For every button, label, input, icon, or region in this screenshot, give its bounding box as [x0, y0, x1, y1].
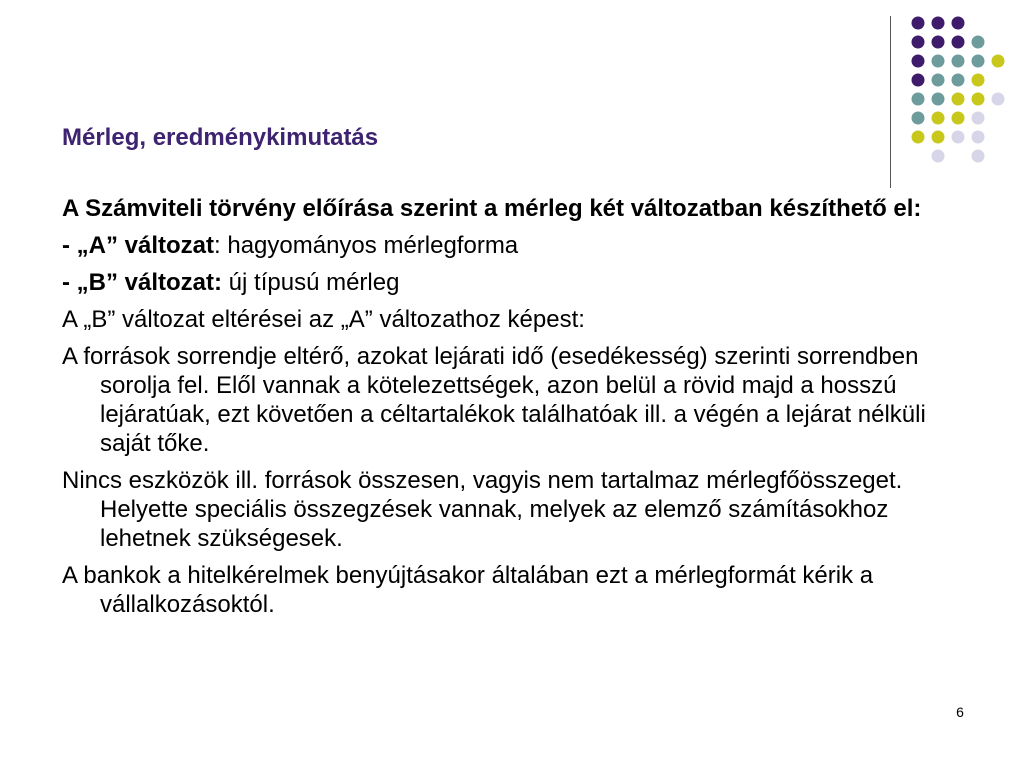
paragraph-3 — [62, 268, 952, 297]
paragraph-5 — [62, 342, 952, 458]
decorative-dot — [972, 36, 985, 49]
decorative-dot — [952, 93, 965, 106]
decorative-dot — [972, 150, 985, 163]
decorative-dot — [912, 55, 925, 68]
decorative-dot — [912, 17, 925, 30]
decorative-dot — [932, 150, 945, 163]
slide-body — [62, 194, 952, 627]
decorative-dot — [972, 55, 985, 68]
decorative-dot — [912, 93, 925, 106]
decorative-dot — [932, 17, 945, 30]
decorative-dot — [912, 36, 925, 49]
decorative-dot — [932, 36, 945, 49]
decorative-dot — [912, 131, 925, 144]
decorative-dot — [992, 93, 1005, 106]
page-number: 6 — [956, 704, 964, 720]
decorative-dot — [972, 74, 985, 87]
decorative-dot — [972, 131, 985, 144]
decorative-divider — [890, 16, 891, 188]
decorative-dot — [952, 131, 965, 144]
paragraph-4 — [62, 305, 952, 334]
decorative-dot — [932, 55, 945, 68]
paragraph-7 — [62, 561, 952, 619]
decorative-dot — [952, 17, 965, 30]
paragraph-3-text: új típusú mérleg — [222, 269, 400, 296]
decorative-dot — [932, 131, 945, 144]
paragraph-7-text: A bankok a hitelkérelmek benyújtásakor általában ezt a mérlegformát kérik a vállalkozásoktól. — [62, 562, 874, 618]
paragraph-1 — [62, 194, 952, 223]
decorative-dot — [952, 55, 965, 68]
decorative-dot — [932, 74, 945, 87]
paragraph-2 — [62, 231, 952, 260]
decorative-dot-grid — [0, 0, 1024, 200]
decorative-dot — [972, 93, 985, 106]
paragraph-4-text: A „B” változat eltérései az „A” változathoz képest: — [62, 306, 585, 333]
paragraph-3-bold: - „B” változat: — [62, 269, 223, 296]
paragraph-2-text: : hagyományos mérlegforma — [214, 232, 519, 259]
slide-title: Mérleg, eredménykimutatás — [62, 124, 379, 151]
paragraph-6-text: Nincs eszközök ill. források összesen, vagyis nem tartalmaz mérlegfőösszeget. Helyette speciális összegzések vannak, melyek az elemző számításokhoz lehetnek szükségesek. — [62, 467, 903, 552]
decorative-dot — [972, 112, 985, 125]
decorative-dot — [932, 93, 945, 106]
decorative-dot — [912, 74, 925, 87]
decorative-dot — [952, 74, 965, 87]
decorative-dot — [932, 112, 945, 125]
paragraph-1-bold: A Számviteli törvény előírása szerint a mérleg két változatban készíthető el: — [62, 195, 922, 222]
decorative-dot — [992, 55, 1005, 68]
decorative-dot — [912, 112, 925, 125]
paragraph-6 — [62, 466, 952, 553]
paragraph-5-text: A források sorrendje eltérő, azokat lejárati idő (esedékesség) szerinti sorrendben sorolja fel. Elől vannak a kötelezettségek, azon belül a rövid majd a hosszú lejáratúak, ezt követően a céltartalékok találhatóak ill. a végén a lejárat nélküli saját tőke. — [62, 343, 926, 457]
decorative-dot — [952, 36, 965, 49]
paragraph-2-bold: - „A” változat — [62, 232, 215, 259]
decorative-dot — [952, 112, 965, 125]
